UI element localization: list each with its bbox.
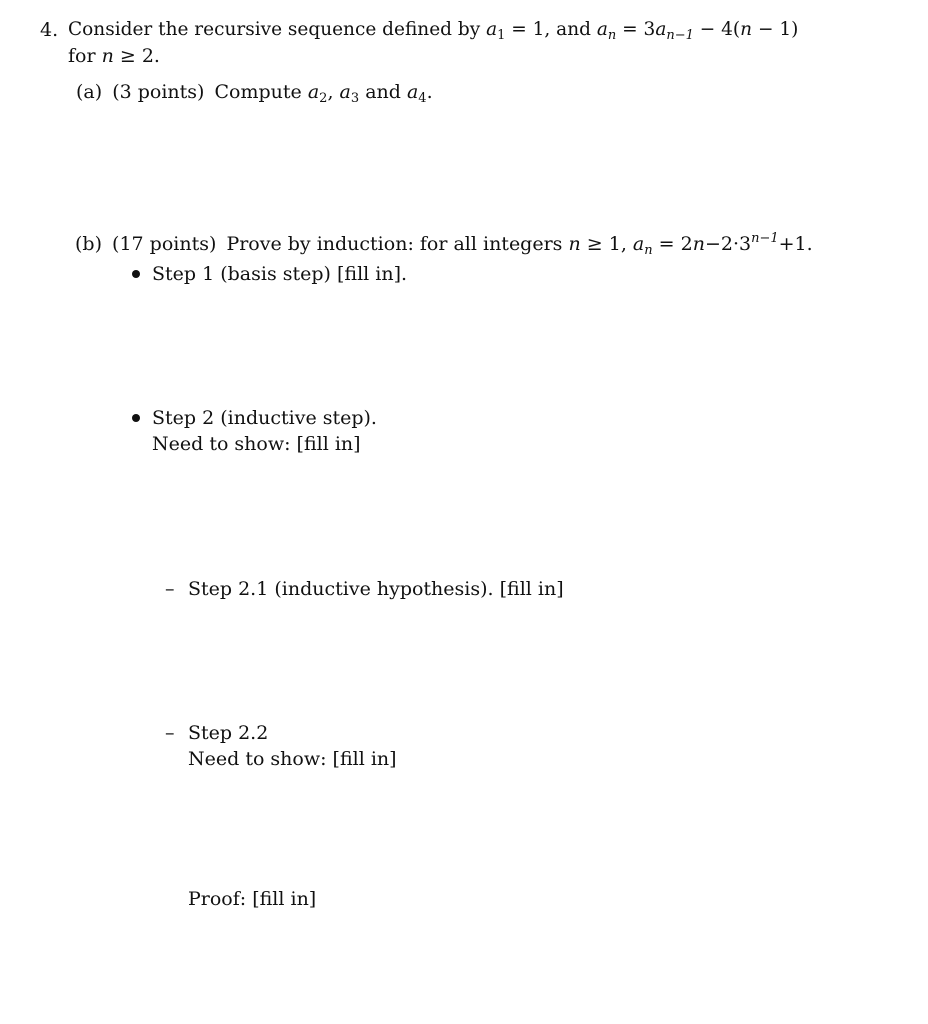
part-a-label: (a) [76, 81, 103, 103]
problem-statement-line1 [68, 17, 798, 49]
mid-b: −2·3 [704, 233, 752, 255]
tail-b: +1. [778, 233, 813, 255]
part-b-points: (17 points) [112, 233, 217, 255]
part-b [75, 226, 813, 264]
exp-b: n−1 [751, 231, 779, 246]
sub-3: 3 [350, 91, 360, 106]
for-word: for [68, 45, 102, 67]
and-word: and [359, 81, 407, 103]
rec-tail: − 4( [693, 19, 741, 40]
a4-var: a [406, 81, 419, 103]
problem-statement-line2 [68, 43, 160, 69]
problem-number: 4. [40, 19, 59, 41]
part-b-label: (b) [75, 233, 102, 255]
n-var-2: n [101, 45, 114, 67]
ineq-2: ≥ 2. [113, 45, 160, 67]
dash-step22: – [165, 722, 175, 744]
part-b-text: Prove by induction: for all integers [226, 233, 563, 255]
bullet-step1 [132, 270, 140, 278]
sub-4: 4 [418, 91, 427, 106]
a-var: a [486, 19, 498, 40]
rec-close: − 1) [752, 19, 799, 40]
part-a [76, 79, 433, 112]
step1-text: Step 1 (basis step) [fill in]. [152, 263, 408, 285]
dash-step21: – [165, 578, 175, 600]
sub-1: 1 [497, 28, 506, 43]
period: . [426, 81, 433, 103]
eq-rec: = 3 [616, 19, 656, 40]
step22-title: Step 2.2 [188, 722, 269, 744]
comma-1: , [327, 81, 340, 103]
a3-var: a [339, 81, 351, 103]
step22-need: Need to show: [fill in] [188, 748, 397, 770]
step2-need: Need to show: [fill in] [152, 433, 361, 455]
n-var-b2: n [692, 233, 705, 255]
a-var-3: a [655, 19, 667, 40]
eq-one: = 1, and [505, 19, 597, 40]
step2-title: Step 2 (inductive step). [152, 407, 377, 429]
a-var-2: a [596, 19, 608, 40]
ineq-b: ≥ 1, [580, 233, 633, 255]
sub-n-b: n [644, 243, 653, 258]
sub-2: 2 [319, 91, 328, 106]
part-a-text: Compute [214, 81, 302, 103]
n-var: n [740, 19, 753, 40]
a2-var: a [307, 81, 320, 103]
eq-b: = 2 [652, 233, 693, 255]
intro-text: Consider the recursive sequence defined by [68, 19, 481, 40]
an-var-b: a [632, 233, 645, 255]
sub-nm1: n−1 [666, 28, 694, 43]
part-a-points: (3 points) [112, 81, 205, 103]
bullet-step2 [132, 414, 140, 422]
n-var-b: n [568, 233, 581, 255]
proof-text: Proof: [fill in] [188, 888, 317, 910]
step21-text: Step 2.1 (inductive hypothesis). [fill in] [188, 578, 564, 600]
sub-n: n [607, 28, 617, 43]
